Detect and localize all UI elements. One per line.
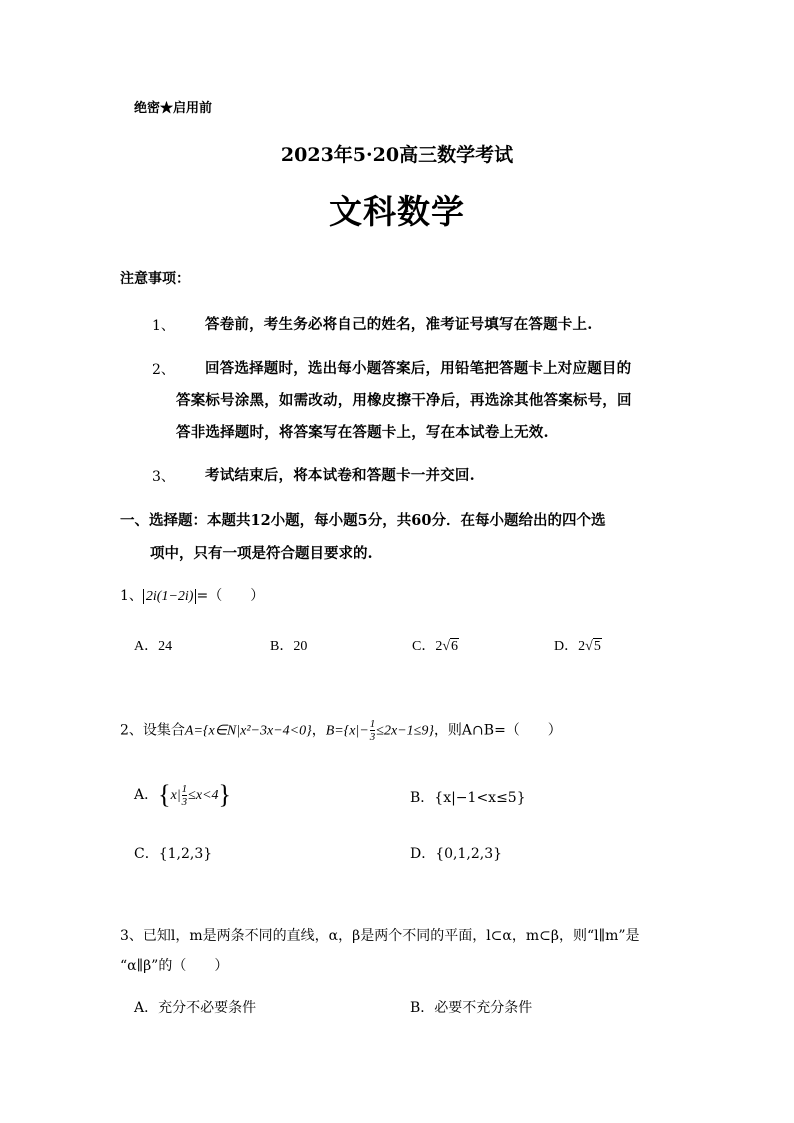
question-3-line-2: “α∥β”的（ ） [120, 958, 229, 974]
section-heading: 一、选择题：本题共12小题，每小题5分，共60分．在每小题给出的四个选 [120, 512, 606, 529]
question-2: 2、设集合A={x∈N|x²−3x−4<0}，B={x|− $\frac{1}{3}$ ≤2x−1≤9}，则A∩B=（ ） [120, 718, 562, 743]
fraction-denominator: 3 [369, 731, 376, 743]
option-a [134, 782, 231, 808]
question-tail: =（ ） [196, 588, 265, 604]
option-label: C．2 [412, 639, 443, 654]
set-a: A={x∈N|x²−3x−4<0} [184, 723, 312, 739]
option-b: B．{x|−1<x≤5} [410, 790, 526, 806]
notice-item-text: 答案标号涂黑，如需改动，用橡皮擦干净后，再选涂其他答案标号，回 [176, 392, 632, 409]
option-b: B．必要不充分条件 [410, 1000, 533, 1016]
option-a: A．24 [134, 639, 173, 654]
question-number: 1、 [120, 588, 143, 604]
question-number: 2、设集合 [120, 722, 185, 739]
fraction [182, 783, 188, 808]
sqrt-sign: √ [585, 639, 593, 654]
subject-title: 文科数学 [329, 192, 465, 231]
option-label: A． [134, 787, 159, 803]
notice-item-number: 2、 [152, 362, 175, 378]
question-1 [120, 585, 264, 605]
notice-item-text: 回答选择题时，选出每小题答案后，用铅笔把答题卡上对应题目的 [205, 360, 632, 377]
notice-item-text: 答卷前，考生务必将自己的姓名，准考证号填写在答题卡上. [205, 316, 593, 333]
option-c: C．{1,2,3} [134, 846, 213, 862]
option-d: D．{0,1,2,3} [410, 846, 503, 862]
notice-item-number: 3、 [152, 469, 175, 485]
set-b-prefix: B={x|− [325, 723, 369, 739]
section-heading-continued: 项中，只有一项是符合题目要求的. [150, 545, 373, 562]
right-brace: } [218, 780, 232, 809]
fraction-numerator: 1 [369, 718, 376, 730]
radicand: 5 [593, 639, 601, 654]
set-builder-suffix: ≤x<4 [188, 788, 219, 803]
question-3-line-1: 3、已知l，m是两条不同的直线，α，β是两个不同的平面，l⊂α，m⊂β，则“l∥m”是 [120, 928, 640, 944]
option-label: D．2 [554, 639, 586, 654]
option-c [412, 635, 459, 655]
fraction-numerator: 1 [181, 782, 188, 795]
notice-item-text: 考试结束后，将本试卷和答题卡一并交回. [205, 467, 475, 484]
set-builder-prefix: x| [170, 788, 181, 803]
option-d [554, 635, 602, 655]
notice-heading: 注意事项： [120, 271, 190, 287]
fraction [370, 718, 376, 743]
notice-item-number: 1、 [152, 318, 175, 334]
notice-item-text: 答非选择题时，将答案写在答题卡上，写在本试卷上无效. [176, 424, 549, 441]
fraction-denominator: 3 [181, 795, 188, 808]
exam-title: 2023年5·20高三数学考试 [280, 144, 514, 166]
secret-label: 绝密★启用前 [134, 101, 213, 116]
option-b: B．20 [270, 639, 308, 654]
set-b-suffix: ≤2x−1≤9} [376, 723, 434, 739]
question-expression: 2i(1−2i) [143, 589, 197, 604]
radicand: 6 [451, 639, 459, 654]
sqrt-sign: √ [442, 639, 451, 654]
question-tail: ，则A∩B=（ ） [433, 722, 562, 739]
left-brace: { [158, 780, 171, 809]
option-a: A．充分不必要条件 [134, 1000, 257, 1016]
